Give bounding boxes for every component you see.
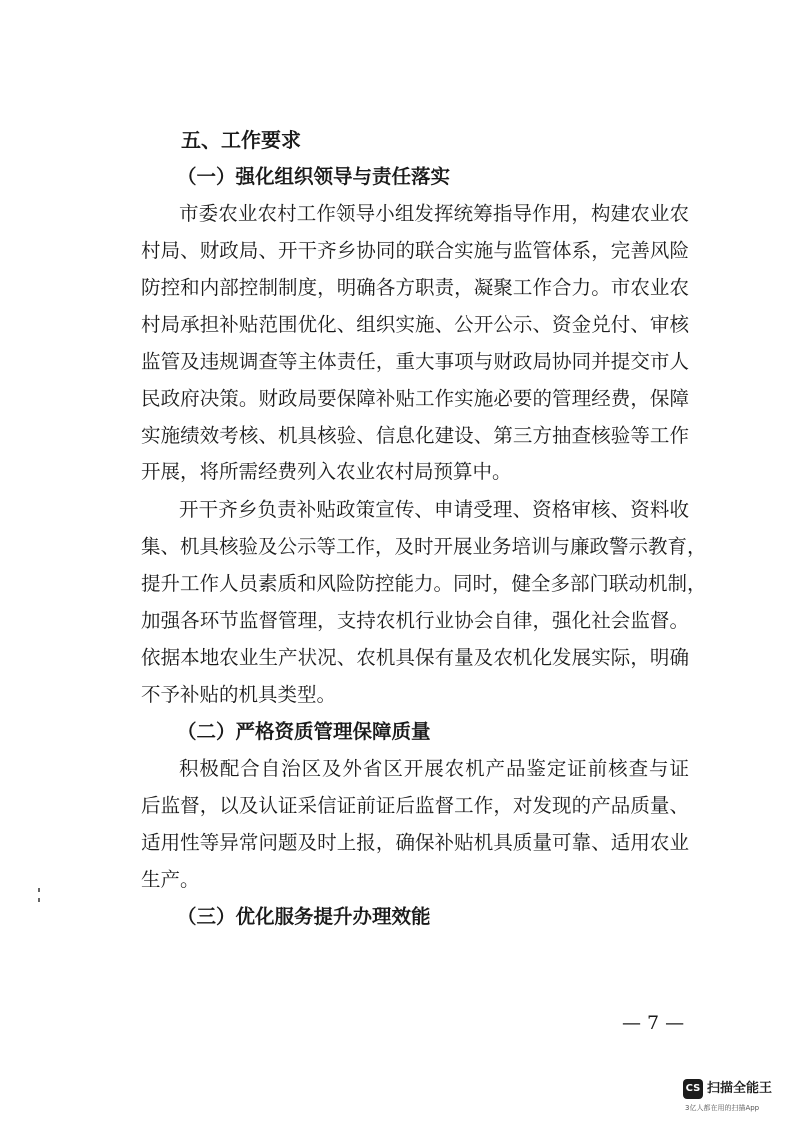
paragraph-line: 不予补贴的机具类型。 — [141, 683, 337, 706]
scanner-watermark — [683, 1077, 783, 1117]
paragraph-line: 开展，将所需经费列入农业农村局预算中。 — [141, 460, 512, 483]
paragraph-line: 积极配合自治区及外省区开展农机产品鉴定证前核查与证 — [179, 757, 689, 780]
watermark-name: 扫描全能王 — [707, 1081, 773, 1096]
paragraph-line: 防控和内部控制制度，明确各方职责，凝聚工作合力。市农业农 — [141, 276, 689, 299]
paragraph-line: 生产。 — [141, 868, 200, 891]
scan-artifact — [38, 888, 40, 892]
scan-artifact — [38, 898, 40, 902]
paragraph-line: 村局、财政局、开干齐乡协同的联合实施与监管体系，完善风险 — [141, 239, 689, 262]
section-heading: 五、工作要求 — [181, 128, 301, 152]
paragraph-line: 开干齐乡负责补贴政策宣传、申请受理、资格审核、资料收 — [179, 498, 689, 521]
paragraph-line: 后监督，以及认证采信证前证后监督工作，对发现的产品质量、 — [141, 794, 689, 817]
paragraph-line: 适用性等异常问题及时上报，确保补贴机具质量可靠、适用农业 — [141, 831, 689, 854]
paragraph-line: 民政府决策。财政局要保障补贴工作实施必要的管理经费，保障 — [141, 387, 689, 410]
subheading-2: （二）严格资质管理保障质量 — [177, 720, 431, 743]
subheading-3: （三）优化服务提升办理效能 — [177, 905, 431, 928]
watermark-tagline: 3亿人都在用的扫描App — [685, 1104, 760, 1112]
page-number: — 7 — — [622, 1012, 685, 1034]
paragraph-line: 市委农业农村工作领导小组发挥统筹指导作用，构建农业农 — [179, 202, 689, 225]
paragraph-line: 提升工作人员素质和风险防控能力。同时，健全多部门联动机制， — [141, 572, 707, 595]
camscanner-logo-icon: CS — [683, 1079, 703, 1099]
paragraph-line: 加强各环节监督管理，支持农机行业协会自律，强化社会监督。 — [141, 609, 689, 632]
paragraph-line: 监管及违规调查等主体责任，重大事项与财政局协同并提交市人 — [141, 350, 689, 373]
subheading-1: （一）强化组织领导与责任落实 — [177, 165, 451, 188]
paragraph-line: 依据本地农业生产状况、农机具保有量及农机化发展实际，明确 — [141, 646, 689, 669]
paragraph-line: 集、机具核验及公示等工作，及时开展业务培训与廉政警示教育， — [141, 535, 707, 558]
paragraph-line: 村局承担补贴范围优化、组织实施、公开公示、资金兑付、审核 — [141, 313, 689, 336]
paragraph-line: 实施绩效考核、机具核验、信息化建设、第三方抽查核验等工作 — [141, 424, 689, 447]
